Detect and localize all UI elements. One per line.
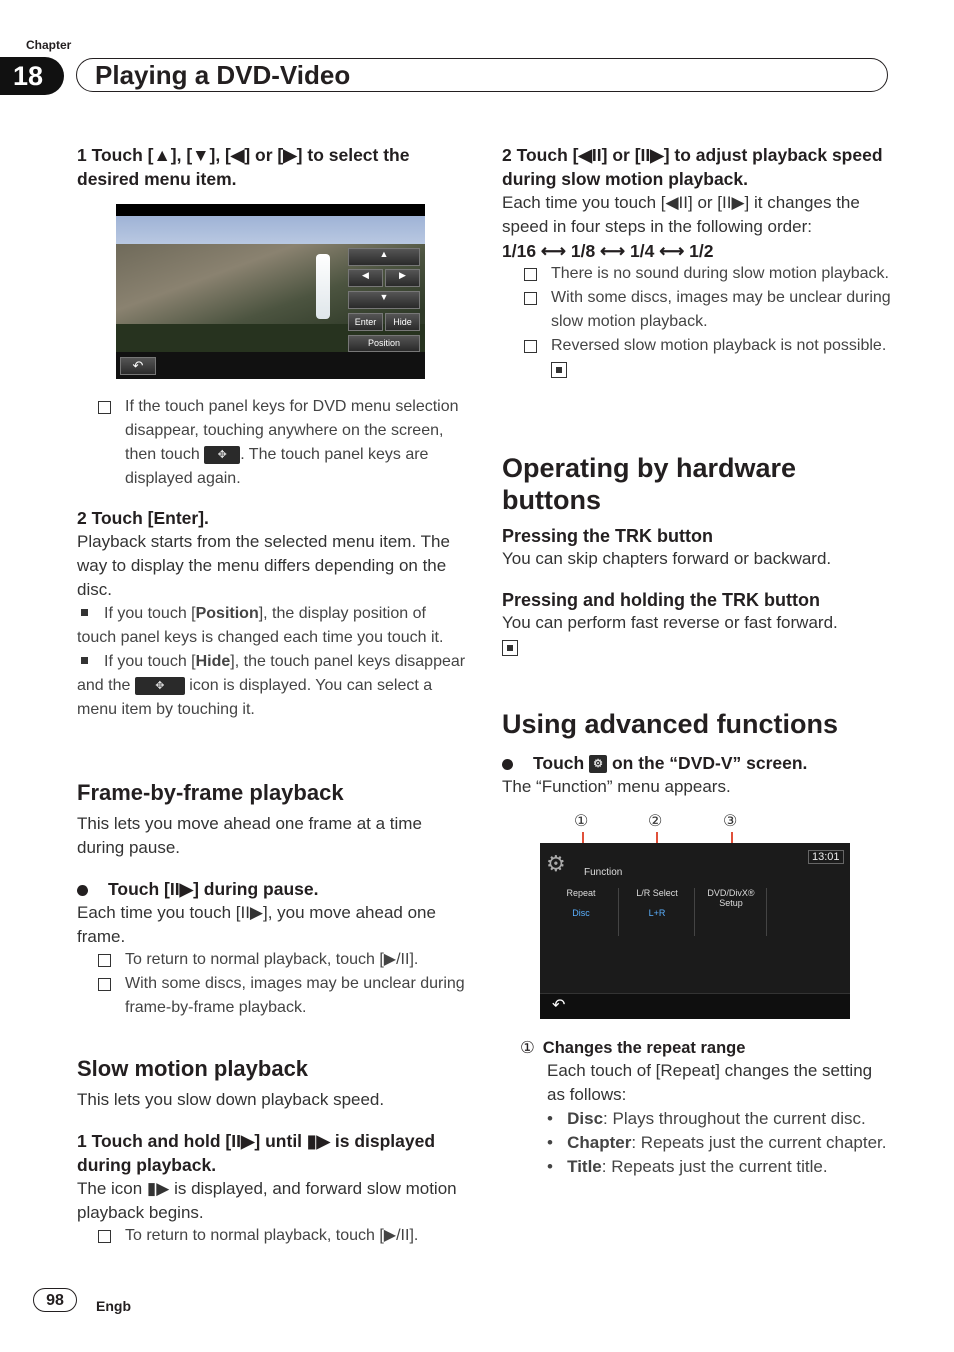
hide-button: Hide (385, 313, 420, 331)
page-title: Playing a DVD-Video (76, 58, 888, 92)
position-button: Position (348, 335, 420, 352)
step-2-speed: 2 Touch [◀II] or [II▶] to adjust playback speed during slow motion playback. (502, 145, 883, 189)
advanced-step: Touch ⚙ on the “DVD-V” screen. (502, 751, 894, 775)
chapter-label: Chapter (26, 38, 72, 52)
move-icon: ✥ (204, 446, 240, 464)
down-arrow-button: ▼ (348, 291, 420, 309)
speed-sequence: 1/16 ⟷ 1/8 ⟷ 1/4 ⟷ 1/2 (502, 241, 714, 261)
up-arrow-button: ▲ (348, 248, 420, 266)
step-1: 1 Touch [▲], [▼], [◀] or [▶] to select the desired menu item. (77, 145, 410, 189)
trk-body: You can skip chapters forward or backward. (502, 549, 832, 568)
back-icon: ↶ (120, 357, 156, 375)
back-icon: ↶ (552, 997, 566, 1014)
callout-3: ③ (723, 813, 738, 830)
bullet-position: If you touch [Position], the display position of touch panel keys is changed each time you touch it. (77, 605, 444, 646)
dvd-setup-item: DVD/DivX® Setup (696, 888, 767, 936)
trk-hold-body: You can perform fast reverse or fast forward. (502, 611, 842, 659)
end-mark-icon (502, 640, 518, 656)
slow-step: 1 Touch and hold [II▶] until ▮▶ is displayed during playback. (77, 1131, 436, 1175)
page-number: 98 (33, 1288, 77, 1312)
move-icon: ✥ (135, 677, 185, 695)
clock: 13:01 (808, 850, 844, 864)
repeat-item: Repeat Disc (544, 888, 619, 936)
frame-step-body: Each time you touch [II▶], you move ahead one frame. (77, 903, 436, 946)
trk-heading: Pressing the TRK button (502, 526, 713, 546)
right-arrow-button: ▶ (385, 269, 420, 287)
frame-note-1: To return to normal playback, touch [▶/II]. (94, 948, 466, 972)
function-menu-screenshot (540, 843, 850, 1019)
function-icon: ⚙ (589, 755, 607, 773)
bullet-hide: If you touch [Hide], the touch panel keys disappear and the ✥ icon is displayed. You can select a menu item by touching it. (77, 653, 466, 718)
step-2-speed-body: Each time you touch [◀II] or [II▶] it changes the speed in four steps in the following order: (502, 193, 860, 236)
slow-heading: Slow motion playback (77, 1056, 309, 1081)
step-2-body: Playback starts from the selected menu item. The way to display the menu differs depending on the disc. (77, 532, 450, 599)
frame-body: This lets you move ahead one frame at a time during pause. (77, 814, 422, 857)
language-code: Engb (96, 1298, 131, 1314)
enter-button: Enter (348, 313, 383, 331)
list-item: • Title: Repeats just the current title. (547, 1157, 828, 1176)
slow-body: This lets you slow down playback speed. (77, 1090, 385, 1109)
trk-hold-heading: Pressing and holding the TRK button (502, 590, 820, 610)
item-1-heading: ① Changes the repeat range (520, 1039, 746, 1057)
gear-icon: ⚙ (546, 851, 566, 876)
advanced-heading: Using advanced functions (502, 709, 839, 739)
slow-step-body: The icon ▮▶ is displayed, and forward slow motion playback begins. (77, 1179, 457, 1222)
callout-1: ① (574, 813, 589, 830)
frame-heading: Frame-by-frame playback (77, 780, 344, 805)
left-arrow-button: ◀ (348, 269, 383, 287)
chapter-number: 18 (0, 57, 64, 95)
frame-note-2: With some discs, images may be unclear during frame-by-frame playback. (94, 972, 466, 1020)
hw-heading: Operating by hardware buttons (502, 453, 797, 515)
end-mark-icon (551, 362, 567, 378)
menu-title: Function (584, 867, 623, 878)
note-touch-panel: If the touch panel keys for DVD menu selection disappear, touching anywhere on the screen, then touch ✥ . The touch panel keys are displayed again. (94, 395, 466, 491)
lr-select-item: L/R Select L+R (620, 888, 695, 936)
dvd-menu-screenshot (116, 204, 425, 379)
list-item: • Disc: Plays throughout the current disc. (547, 1109, 866, 1128)
advanced-body: The “Function” menu appears. (502, 777, 731, 796)
frame-step: Touch [II▶] during pause. (77, 877, 467, 901)
step-2-enter: 2 Touch [Enter]. (77, 508, 209, 528)
item-1-body: Each touch of [Repeat] changes the setting as follows: (547, 1061, 873, 1104)
slow-note-3: Reversed slow motion playback is not possible. (520, 334, 894, 382)
slow-note: To return to normal playback, touch [▶/II]. (94, 1224, 466, 1248)
list-item: • Chapter: Repeats just the current chapter. (547, 1133, 887, 1152)
slow-note-2: With some discs, images may be unclear during slow motion playback. (520, 286, 894, 334)
slow-note-1: There is no sound during slow motion playback. (520, 262, 894, 286)
callout-2: ② (648, 813, 663, 830)
